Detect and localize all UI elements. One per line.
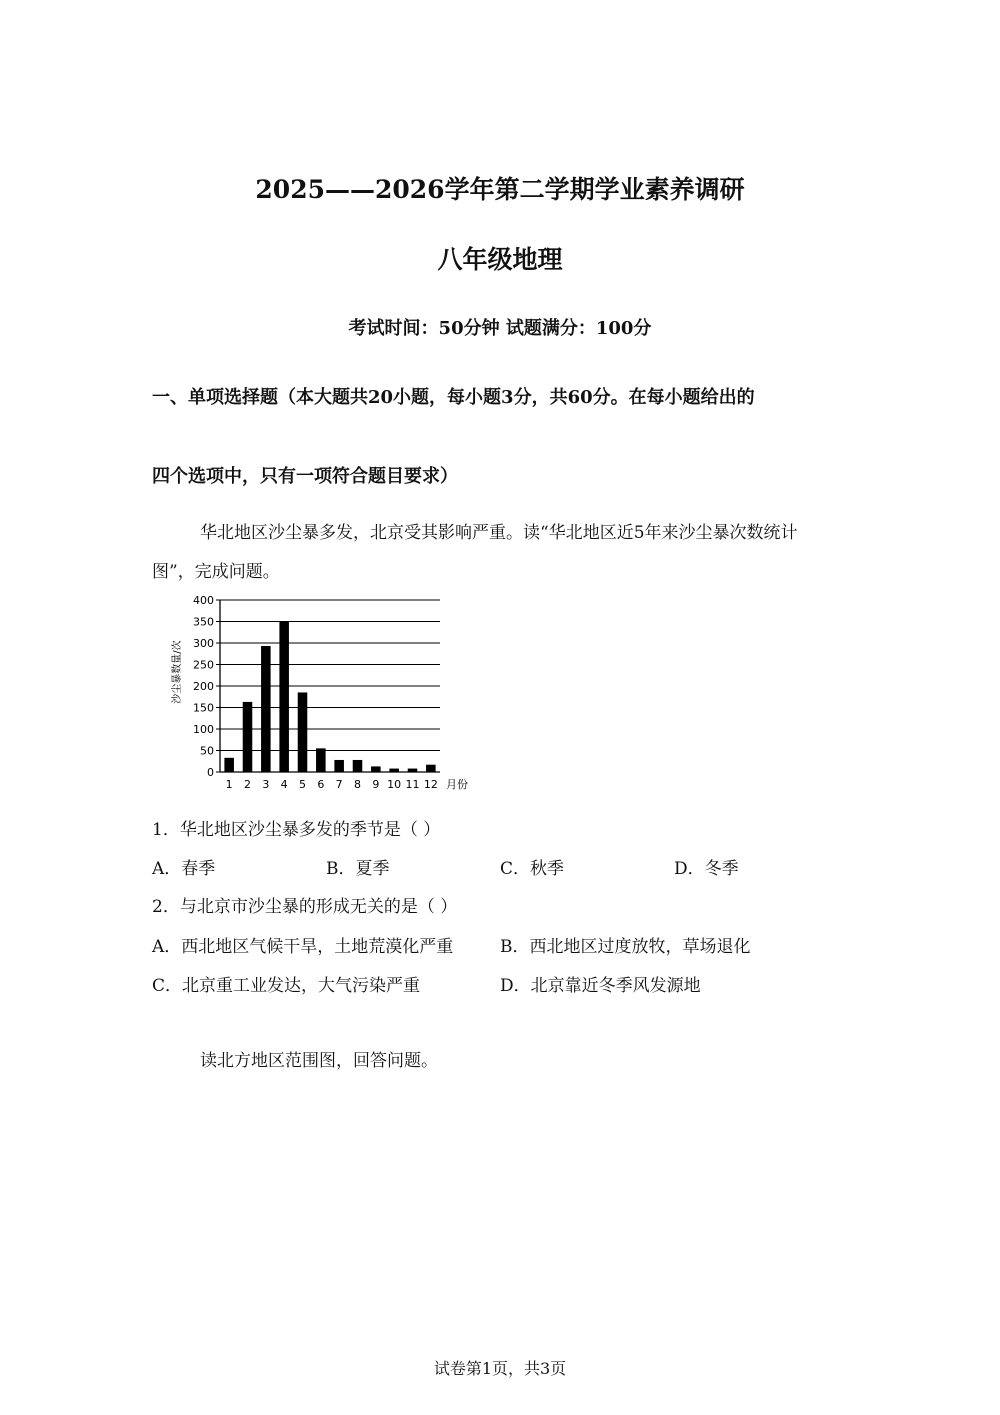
x-tick-label: 10 [387,778,402,791]
q2-stem: 2．与北京市沙尘暴的形成无关的是（ ） [152,897,458,917]
x-tick-label: 3 [262,778,270,791]
page-subtitle: 八年级地理 [437,245,563,274]
bar-month-3 [261,646,271,772]
page-footer: 试卷第1页，共3页 [433,1359,567,1378]
x-tick-label: 4 [280,778,288,791]
x-tick-label: 1 [225,778,233,791]
q2-option-a[interactable]: A．西北地区气候干旱，土地荒漠化严重 [152,937,454,957]
x-tick-label: 11 [405,778,420,791]
bar-month-12 [426,765,436,772]
x-tick-label: 8 [354,778,361,791]
passage1-line1: 华北地区沙尘暴多发，北京受其影响严重。读“华北地区近5年来沙尘暴次数统计 [200,523,798,543]
y-tick-label: 50 [200,744,214,758]
bar-month-8 [353,760,363,772]
exam-info: 考试时间：50分钟 试题满分：100分 [348,318,652,339]
q1-option-c[interactable]: C．秋季 [500,859,565,879]
y-tick-label: 300 [193,637,214,650]
bar-month-7 [334,760,344,772]
q1-option-b[interactable]: B．夏季 [326,859,390,879]
x-tick-label: 2 [244,778,251,791]
chart-grid [220,600,440,751]
y-tick-label: 150 [193,701,214,715]
bar-month-6 [316,748,326,772]
y-tick-label: 400 [193,594,214,607]
q1-stem: 1．华北地区沙尘暴多发的季节是（ ） [152,820,441,840]
y-axis-label: 沙尘暴数量/次 [172,640,183,704]
bar-month-4 [279,622,289,773]
passage1-line2: 图”，完成问题。 [152,562,280,582]
section-heading-line2: 四个选项中，只有一项符合题目要求） [152,466,458,487]
bar-month-1 [224,758,234,772]
page-title: 2025——2026学年第二学期学业素养调研 [255,175,745,204]
passage2: 读北方地区范围图，回答问题。 [200,1051,438,1071]
x-tick-label: 12 [423,778,438,791]
x-tick-label: 7 [335,778,343,791]
y-tick-label: 100 [193,723,214,736]
x-tick-label: 9 [372,778,380,791]
y-tick-label: 200 [193,680,214,693]
y-tick-label: 250 [193,658,214,672]
q1-option-d[interactable]: D．冬季 [674,859,739,879]
q1-option-a[interactable]: A．春季 [152,859,216,879]
x-tick-label: 6 [317,778,325,791]
dust-storm-chart [168,590,478,795]
bar-month-2 [243,702,253,772]
q2-option-d[interactable]: D．北京靠近冬季风发源地 [500,976,701,996]
x-axis-label: 月份 [446,778,468,791]
y-tick-label: 350 [193,615,214,629]
bar-month-9 [371,766,381,772]
chart-y-ticks [193,594,220,779]
q2-option-b[interactable]: B．西北地区过度放牧，草场退化 [500,937,751,957]
bar-month-5 [298,692,308,772]
q2-option-c[interactable]: C．北京重工业发达，大气污染严重 [152,976,421,996]
section-heading-line1: 一、单项选择题（本大题共20小题，每小题3分，共60分。在每小题给出的 [152,387,755,408]
y-tick-label: 0 [207,766,214,779]
chart-x-ticks [226,778,438,791]
chart-bars [224,622,435,773]
x-tick-label: 5 [299,778,306,791]
